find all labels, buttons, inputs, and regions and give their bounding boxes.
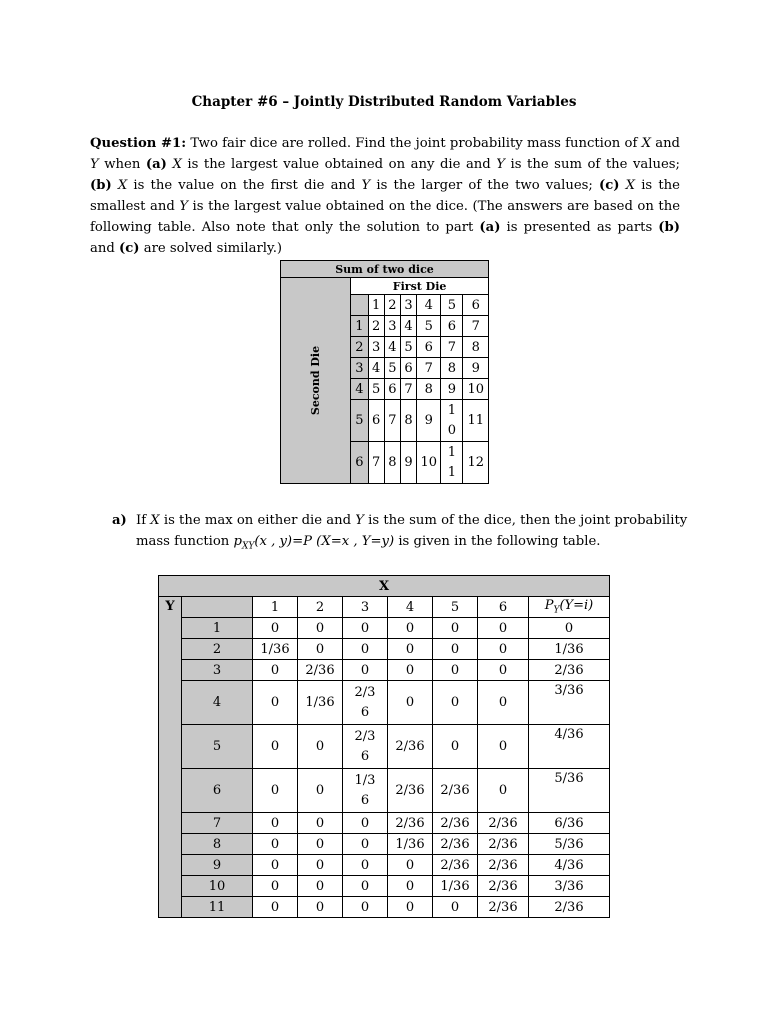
col-header: 5 [441,295,463,316]
col-header: 2 [298,597,343,618]
sum-cell: 5 [368,379,384,400]
pmf-cell: 0 [253,660,298,681]
marginal-cell: 3/36 [529,681,610,725]
frac-part: 6 [360,792,370,808]
pmf-formula [233,534,395,552]
digit: 1 [447,464,457,480]
pmf-cell: 0 [478,618,529,639]
pmf-cell: 0 [478,681,529,725]
y-header: Y [159,597,182,918]
pmf-cell: 0 [433,639,478,660]
pmf-cell: 0 [253,834,298,855]
pmf-cell: 0 [388,876,433,897]
var-x: X [172,157,182,172]
col-header: 4 [388,597,433,618]
table-row [159,876,610,897]
sum-cell: 7 [400,379,416,400]
marginal-cell: 2/36 [529,897,610,918]
pmf-cell: 0 [388,855,433,876]
pmf-cell: 2/36 [433,834,478,855]
sum-cell: 5 [417,316,441,337]
sum-of-dice-table [280,260,489,484]
part-b-label: (b) [658,220,680,235]
second-die-label: Second Die [309,345,323,416]
col-header: 6 [463,295,489,316]
col-header: 6 [478,597,529,618]
var-x: X [117,178,128,193]
q-text: is the larger of the two values; [370,178,599,193]
row-header: 10 [182,876,253,897]
pmf-cell: 0 [343,876,388,897]
frac-part: 1/3 [354,772,376,788]
q-text: when [98,157,146,172]
a-text: is the max on either die and [159,513,356,528]
pmf-cell: 0 [343,834,388,855]
sum-cell: 12 [463,442,489,484]
marginal-cell: 5/36 [529,769,610,813]
pmf-cell: 0 [253,813,298,834]
sum-cell: 4 [400,316,416,337]
part-a-label: (a) [145,157,167,172]
part-a-paragraph [112,510,692,558]
part-a-text [136,510,692,558]
pmf-cell: 0 [298,769,343,813]
marginal-cell: 4/36 [529,725,610,769]
var-x: X [641,136,651,151]
pmf-cell: 2/36 [478,834,529,855]
pmf-cell: 2/36 [433,855,478,876]
q-text: is the largest value obtained on any die and [181,157,497,172]
pmf-cell: 0 [343,897,388,918]
table-row [159,660,610,681]
part-a-label: (a) [479,220,501,235]
q-text: and [650,136,680,151]
row-header: 1 [182,618,253,639]
sum-cell: 10 [417,442,441,484]
row-header: 3 [351,358,368,379]
formula-sub: XY [241,541,255,552]
first-die-label: First Die [351,278,489,295]
var-y: Y [496,157,505,172]
formula-args: (x , y)=P (X=x , Y=y) [254,534,395,549]
var-y: Y [90,157,99,172]
sum-cell: 9 [441,379,463,400]
py-header [529,597,610,618]
sum-cell: 8 [441,358,463,379]
marginal-cell: 0 [529,618,610,639]
pmf-cell: 0 [388,897,433,918]
second-die-label-cell [281,278,351,484]
pmf-cell: 2/36 [388,769,433,813]
pmf-cell: 2/36 [298,660,343,681]
q-text: (The answers are based on the following table. Also note that only the solution to part [90,199,680,235]
table-row [159,725,610,769]
frac-part: 6 [360,704,370,720]
frac-part: 2/3 [354,684,376,700]
table-row [159,897,610,918]
col-header: 1 [368,295,384,316]
row-header: 4 [351,379,368,400]
pmf-cell: 0 [388,660,433,681]
a-text: is the sum of the dice, then the joint probability mass function [136,513,688,549]
pmf-cell-wrapped [343,681,388,725]
pmf-cell: 0 [478,725,529,769]
py-sub: Y [553,605,560,616]
digit: 0 [447,422,457,438]
pmf-cell: 0 [298,639,343,660]
col-header: 2 [384,295,400,316]
pmf-cell: 0 [343,660,388,681]
a-text: If [136,513,151,528]
pmf-cell: 0 [298,876,343,897]
table-row [159,769,610,813]
marginal-cell: 3/36 [529,876,610,897]
sum-cell-wrapped [441,400,463,442]
q-text: are solved similarly.) [139,241,283,256]
table-row [159,855,610,876]
row-header: 11 [182,897,253,918]
sum-cell: 5 [400,337,416,358]
digit: 1 [447,402,457,418]
row-header: 1 [351,316,368,337]
sum-cell: 8 [400,400,416,442]
pmf-cell: 0 [388,618,433,639]
sum-cell: 8 [463,337,489,358]
pmf-cell-wrapped [343,725,388,769]
frac-part: 2/3 [354,728,376,744]
pmf-cell: 0 [343,639,388,660]
pmf-cell: 0 [253,855,298,876]
col-header: 4 [417,295,441,316]
row-header: 6 [351,442,368,484]
marginal-cell: 5/36 [529,834,610,855]
sum-cell: 6 [384,379,400,400]
a-text: is given in the following table. [394,534,601,549]
sum-cell: 10 [463,379,489,400]
col-header: 3 [343,597,388,618]
sum-cell: 9 [400,442,416,484]
row-header: 6 [182,769,253,813]
sum-cell-wrapped [441,442,463,484]
var-x: X [150,513,160,528]
pmf-cell: 0 [343,855,388,876]
table-row [159,834,610,855]
sum-cell: 7 [384,400,400,442]
pmf-cell: 0 [298,813,343,834]
formula-p: p [233,534,242,549]
row-header: 2 [351,337,368,358]
part-a-marker: a) [112,513,127,528]
pmf-cell: 0 [253,681,298,725]
pmf-cell: 0 [253,725,298,769]
pmf-cell: 0 [433,897,478,918]
table-row [159,639,610,660]
pmf-cell: 2/36 [433,813,478,834]
sum-cell: 6 [417,337,441,358]
table-row [159,813,610,834]
pmf-cell: 0 [253,618,298,639]
pmf-cell: 0 [298,725,343,769]
q-text: is the largest value obtained on the dice. [188,199,473,214]
py-arg: (Y=i) [559,598,594,614]
sum-cell: 4 [384,337,400,358]
page-title: Chapter #6 – Jointly Distributed Random Variables [191,94,577,110]
pmf-cell: 0 [478,639,529,660]
q-text: is the value on the first die and [127,178,362,193]
pmf-cell: 0 [253,876,298,897]
var-x: X [625,178,636,193]
col-header: 3 [400,295,416,316]
pmf-cell: 1/36 [433,876,478,897]
marginal-cell: 1/36 [529,639,610,660]
pmf-cell: 0 [298,618,343,639]
pmf-cell: 0 [253,769,298,813]
col-header: 5 [433,597,478,618]
marginal-cell: 6/36 [529,813,610,834]
row-header: 5 [351,400,368,442]
pmf-cell: 2/36 [388,725,433,769]
pmf-cell: 0 [298,855,343,876]
pmf-cell: 0 [298,897,343,918]
q-text: is the smallest and [90,178,680,214]
table-row [159,681,610,725]
pmf-cell: 2/36 [478,897,529,918]
question-paragraph [90,133,680,259]
var-y: Y [179,199,189,214]
pmf-cell: 0 [253,897,298,918]
frac-part: 6 [360,748,370,764]
q-text: is presented as parts [500,220,659,235]
row-header: 9 [182,855,253,876]
pmf-cell: 0 [343,618,388,639]
part-c-label: (c) [119,241,140,256]
pmf-cell-wrapped [343,769,388,813]
pmf-cell: 1/36 [253,639,298,660]
sum-cell: 7 [417,358,441,379]
joint-pmf-table [158,575,610,918]
marginal-cell: 4/36 [529,855,610,876]
x-header: X [159,576,610,597]
part-c-label: (c) [599,178,620,193]
pmf-cell: 0 [298,834,343,855]
table-row [159,618,610,639]
pmf-cell: 0 [433,660,478,681]
pmf-cell: 2/36 [478,813,529,834]
pmf-cell: 2/36 [478,876,529,897]
row-header: 8 [182,834,253,855]
corner-cell [182,597,253,618]
sum-cell: 6 [368,400,384,442]
corner-cell [351,295,368,316]
sum-cell: 6 [441,316,463,337]
row-header: 3 [182,660,253,681]
pmf-cell: 0 [433,618,478,639]
sum-cell: 8 [384,442,400,484]
pmf-cell: 0 [478,769,529,813]
pmf-cell: 0 [433,681,478,725]
pmf-cell: 0 [343,813,388,834]
q-text: is the sum of the values; [505,157,680,172]
row-header: 5 [182,725,253,769]
q-text: and [90,241,119,256]
row-header: 2 [182,639,253,660]
sum-cell: 7 [441,337,463,358]
sum-cell: 8 [417,379,441,400]
sum-cell: 11 [463,400,489,442]
part-b-label: (b) [90,178,112,193]
pmf-cell: 2/36 [478,855,529,876]
sum-cell: 3 [368,337,384,358]
sum-cell: 5 [384,358,400,379]
sum-table-title: Sum of two dice [281,261,489,278]
var-y: Y [361,178,371,193]
sum-cell: 9 [463,358,489,379]
var-y: Y [355,513,364,528]
sum-cell: 9 [417,400,441,442]
pmf-cell: 0 [478,660,529,681]
sum-cell: 6 [400,358,416,379]
sum-cell: 4 [368,358,384,379]
sum-cell: 7 [463,316,489,337]
pmf-cell: 2/36 [388,813,433,834]
q-text: Two fair dice are rolled. Find the joint probability mass function of [186,136,642,151]
row-header: 7 [182,813,253,834]
pmf-cell: 1/36 [388,834,433,855]
pmf-cell: 1/36 [298,681,343,725]
col-header: 1 [253,597,298,618]
sum-cell: 7 [368,442,384,484]
pmf-cell: 2/36 [433,769,478,813]
pmf-cell: 0 [388,681,433,725]
digit: 1 [447,444,457,460]
sum-cell: 2 [368,316,384,337]
pmf-cell: 0 [388,639,433,660]
row-header: 4 [182,681,253,725]
pmf-cell: 0 [433,725,478,769]
question-label: Question #1: [90,136,187,151]
marginal-cell: 2/36 [529,660,610,681]
py-p: P [544,598,554,614]
sum-cell: 3 [384,316,400,337]
